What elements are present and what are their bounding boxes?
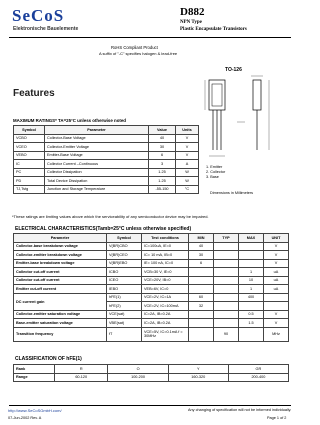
cell xyxy=(189,276,214,285)
cell xyxy=(189,310,214,319)
col-header: TYP xyxy=(214,234,239,243)
cell: IC=2A, IB=0.2A xyxy=(142,319,189,328)
revision-date: 07-Jun-2002 Rev. A xyxy=(8,416,42,420)
cell: Collector cut-off current xyxy=(14,276,107,285)
cell: 0.5 xyxy=(239,310,264,319)
cell: 1.25 xyxy=(149,177,176,186)
cell: W xyxy=(176,177,199,186)
cell xyxy=(214,285,239,294)
cell: V xyxy=(264,251,289,260)
cell xyxy=(239,327,264,341)
table-row xyxy=(14,134,199,143)
table-row xyxy=(14,151,199,160)
cell: 1 xyxy=(239,285,264,294)
cell: 40 xyxy=(149,134,176,143)
cell: V xyxy=(176,143,199,152)
cell: W xyxy=(176,168,199,177)
cell: V xyxy=(264,259,289,268)
cell: VCE=20V, IB=0 xyxy=(142,276,189,285)
table-header-row xyxy=(14,234,289,243)
electrical-table xyxy=(13,233,289,342)
table-row xyxy=(14,177,199,186)
cell: 30 xyxy=(149,143,176,152)
cell: 1.25 xyxy=(149,168,176,177)
cell xyxy=(189,319,214,328)
cell xyxy=(264,293,289,302)
cell: GR xyxy=(228,365,288,374)
cell: Collector-base breakdown voltage xyxy=(14,242,107,251)
cell xyxy=(239,242,264,251)
pin-1-label: 1. Emitter xyxy=(206,165,223,169)
cell: Collector-Emitter Voltage xyxy=(45,143,149,152)
package-name: TO-126 xyxy=(225,67,242,73)
rohs-note: RoHS Compliant Product xyxy=(111,45,158,50)
cell: 60 xyxy=(189,293,214,302)
cell: 100-200 xyxy=(108,373,168,382)
cell: VEB=6V, IC=0 xyxy=(142,285,189,294)
cell: Emitter-Base Voltage xyxy=(45,151,149,160)
table-row xyxy=(14,285,289,294)
cell: Y xyxy=(168,365,228,374)
cell: TJ,Tstg xyxy=(14,185,45,194)
table-row xyxy=(14,143,199,152)
cell: uA xyxy=(264,285,289,294)
cell: V xyxy=(176,134,199,143)
cell: IC= 10 mA, IB=0 xyxy=(142,251,189,260)
cell: DC current gain xyxy=(14,293,107,310)
cell xyxy=(189,285,214,294)
cell xyxy=(239,302,264,311)
cell: VCE=2V, IC=100mA xyxy=(142,302,189,311)
classification-title: CLASSIFICATION OF hFE(1) xyxy=(15,356,82,362)
col-header: Value xyxy=(149,126,176,135)
cell xyxy=(214,251,239,260)
cell: Transition frequency xyxy=(14,327,107,341)
cell: hFE(2) xyxy=(107,302,142,311)
table-row xyxy=(14,251,289,260)
cell: Collector cut-off current xyxy=(14,268,107,277)
table-row xyxy=(14,185,199,194)
pin-3-label: 3. Base xyxy=(206,175,219,179)
halogen-note: A suffix of "-C" specifies halogen & lead-free xyxy=(99,51,178,56)
table-row xyxy=(14,160,199,169)
col-header: Symbol xyxy=(107,234,142,243)
cell xyxy=(189,268,214,277)
cell: IEBO xyxy=(107,285,142,294)
table-header-row xyxy=(14,126,199,135)
max-ratings-title: MAXIMUM RATINGS* TA=25°C unless otherwise noted xyxy=(13,118,126,123)
cell: 400 xyxy=(239,293,264,302)
cell: 90 xyxy=(214,327,239,341)
header-divider xyxy=(9,37,291,38)
cell: IC=100uA, IE=0 xyxy=(142,242,189,251)
cell: 6 xyxy=(149,151,176,160)
cell: PC xyxy=(14,168,45,177)
col-header: MIN xyxy=(189,234,214,243)
cell: IC=2A, IB=0.2A xyxy=(142,310,189,319)
company-subtitle: Elektronische Bauelemente xyxy=(13,26,79,32)
table-row xyxy=(14,259,289,268)
table-row xyxy=(14,168,199,177)
cell: VCEO xyxy=(14,143,45,152)
table-row xyxy=(14,310,289,319)
cell: uA xyxy=(264,276,289,285)
website-link[interactable]: http://www.SeCoSGmbH.com/ xyxy=(8,408,62,413)
cell: Total Device Dissipation xyxy=(45,177,149,186)
cell: Collector-emitter saturation voltage xyxy=(14,310,107,319)
cell: 40 xyxy=(189,242,214,251)
cell: hFE(1) xyxy=(107,293,142,302)
cell: VCE=5V, IC=0.1mA f = 30MHz xyxy=(142,327,189,341)
cell: 6 xyxy=(189,259,214,268)
pin-2-label: 2. Collector xyxy=(206,170,226,174)
col-header: UNIT xyxy=(264,234,289,243)
cell: Collector-emitter breakdown voltage xyxy=(14,251,107,260)
cell: PD xyxy=(14,177,45,186)
cell: V xyxy=(176,151,199,160)
cell xyxy=(214,242,239,251)
cell: V(BR)CEO xyxy=(107,251,142,260)
col-header: Parameter xyxy=(14,234,107,243)
cell: O xyxy=(108,365,168,374)
cell: VCE(sat) xyxy=(107,310,142,319)
cell: Collector-Base Voltage xyxy=(45,134,149,143)
cell xyxy=(214,293,239,302)
table-row xyxy=(14,293,289,302)
cell xyxy=(214,268,239,277)
cell xyxy=(214,319,239,328)
cell: V xyxy=(264,319,289,328)
max-ratings-table xyxy=(13,125,199,194)
cell: MHz xyxy=(264,327,289,341)
cell xyxy=(214,276,239,285)
cell: 60-120 xyxy=(55,373,108,382)
cell: 10 xyxy=(239,276,264,285)
pin-list xyxy=(206,165,225,180)
page-number: Page 1 of 2 xyxy=(267,416,287,420)
col-header: Parameter xyxy=(45,126,149,135)
cell: V xyxy=(264,310,289,319)
table-row xyxy=(14,365,289,374)
cell: Collector Dissipation xyxy=(45,168,149,177)
cell: Rank xyxy=(14,365,55,374)
cell: ICBO xyxy=(107,268,142,277)
cell xyxy=(189,327,214,341)
footer-disclaimer: Any changing of specification will not be informed individually. xyxy=(188,408,292,412)
cell xyxy=(264,302,289,311)
cell: 3 xyxy=(149,160,176,169)
cell: 1 xyxy=(239,268,264,277)
col-header: Symbol xyxy=(14,126,45,135)
cell: IC xyxy=(14,160,45,169)
cell: fT xyxy=(107,327,142,341)
cell: ICEO xyxy=(107,276,142,285)
table-row xyxy=(14,268,289,277)
features-heading: Features xyxy=(13,88,55,99)
cell: 160-320 xyxy=(168,373,228,382)
ratings-footnote: *These ratings are limiting values above which the serviceability of any semiconductor device may be impaired. xyxy=(12,214,209,219)
table-row xyxy=(14,276,289,285)
part-description: Plastic Encapsulate Transistors xyxy=(180,27,247,32)
cell: Junction and Storage Temperature xyxy=(45,185,149,194)
cell xyxy=(239,259,264,268)
part-number: D882 xyxy=(180,6,205,18)
cell: Emitter-base breakdown voltage xyxy=(14,259,107,268)
cell: Emitter cut-off current xyxy=(14,285,107,294)
col-header: Test conditions xyxy=(142,234,189,243)
cell: 30 xyxy=(189,251,214,260)
dimensions-note: Dimensions in Millimeters xyxy=(210,191,254,195)
cell xyxy=(214,259,239,268)
cell xyxy=(214,310,239,319)
cell: 32 xyxy=(189,302,214,311)
cell: Range xyxy=(14,373,55,382)
cell: IE= 100 nA, IC=0 xyxy=(142,259,189,268)
cell: Collector Current –Continuous xyxy=(45,160,149,169)
cell: -55-150 xyxy=(149,185,176,194)
table-row xyxy=(14,319,289,328)
cell: 1.5 xyxy=(239,319,264,328)
table-row xyxy=(14,373,289,382)
cell: 200-400 xyxy=(228,373,288,382)
cell: VCBO xyxy=(14,134,45,143)
cell xyxy=(214,302,239,311)
col-header: MAX xyxy=(239,234,264,243)
cell: uA xyxy=(264,268,289,277)
cell: VEBO xyxy=(14,151,45,160)
electrical-title: ELECTRICAL CHARACTERISTICS(Tamb=25°C unless otherwise specified) xyxy=(15,226,192,232)
col-header: Units xyxy=(176,126,199,135)
cell: A xyxy=(176,160,199,169)
cell: R xyxy=(55,365,108,374)
cell: V xyxy=(264,242,289,251)
footer-divider xyxy=(9,405,291,406)
package-outline-drawing xyxy=(195,72,291,164)
company-logo: SeCoS xyxy=(12,6,65,25)
table-row xyxy=(14,327,289,341)
cell: VBE(sat) xyxy=(107,319,142,328)
table-row xyxy=(14,242,289,251)
cell: Base-emitter saturation voltage xyxy=(14,319,107,328)
cell: VCE=2V, IC=1A xyxy=(142,293,189,302)
part-type: NPN Type xyxy=(180,20,202,25)
cell: VCB=30 V, IE=0 xyxy=(142,268,189,277)
classification-table xyxy=(13,364,289,382)
cell: °C xyxy=(176,185,199,194)
cell xyxy=(239,251,264,260)
cell: V(BR)CBO xyxy=(107,242,142,251)
cell: V(BR)EBO xyxy=(107,259,142,268)
